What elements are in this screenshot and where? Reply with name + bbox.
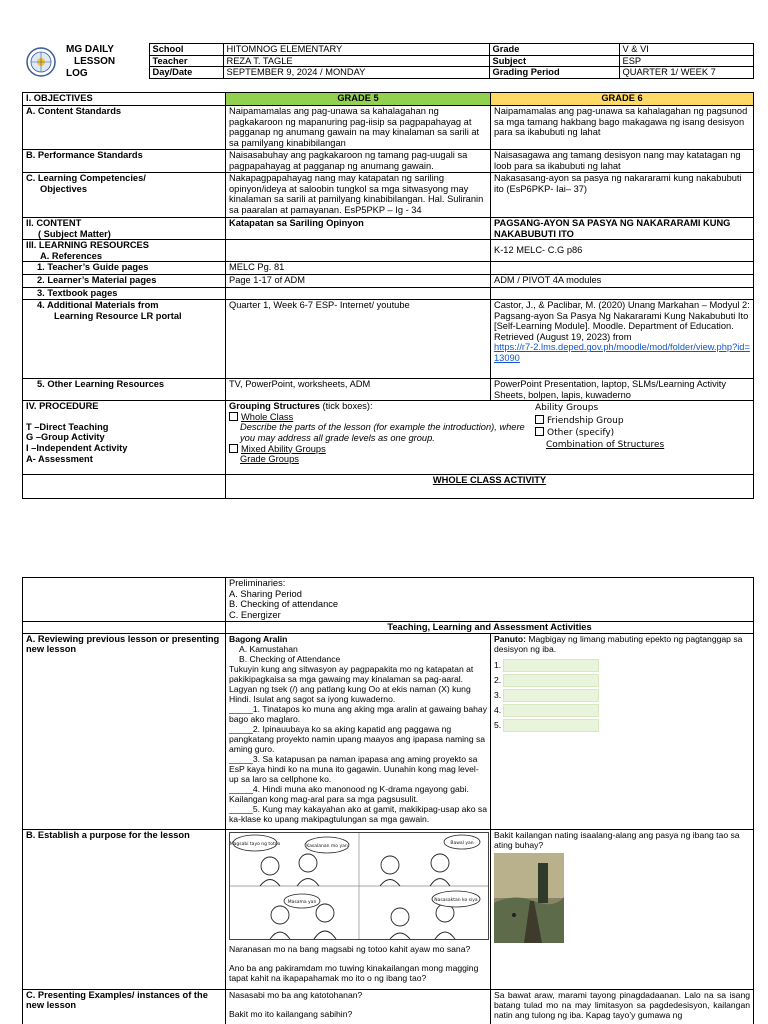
competencies-g5: Nakapagpapahayag nang may katapatan ng sariling opinyon/ideya at saloobin tungkol sa mga sitwasyong may kinalaman sa sarili at pamilyang kinabibilangan. Hal. Suliranin sa paaralan at pamayanan. EsP5PKP – Ig - 34	[226, 173, 491, 218]
bagong-aralin: Bagong Aralin	[229, 633, 288, 644]
children-cartoon-illustration	[229, 832, 489, 940]
panuto-text: Magbigay ng limang mabuting epekto ng pagtanggap sa desisyon ng iba.	[494, 633, 743, 654]
grade-groups-label: Grade Groups	[240, 454, 299, 465]
page-gap	[0, 530, 768, 570]
performance-standards-g6: Naisasagawa ang tamang desisyon nang may katatagan ng loob para sa ikabubuti ng lahat	[491, 150, 754, 173]
procedure-label	[23, 401, 226, 475]
presenting-g6: Sa bawat araw, marami tayong pinagdadaanan. Lalo na sa isang batang tulad mo na may limitasyon sa pagdedesisyon, kailangan natin ang tulong ng iba. Kapag tayo’y gumawa ng	[491, 989, 754, 1024]
answer-field-1[interactable]	[503, 659, 599, 672]
presenting-g5	[226, 989, 491, 1024]
learners-material-g6: ADM / PIVOT 4A modules	[491, 275, 754, 288]
additional-materials-line2: Learning Resource LR portal	[54, 310, 182, 321]
road-painting-image	[494, 853, 564, 943]
resources-label	[23, 240, 226, 262]
preliminaries-title: Preliminaries:	[229, 578, 286, 588]
content-label-line2: ( Subject Matter)	[38, 228, 111, 239]
bubble-text-4: Masama yan	[287, 899, 317, 905]
whole-class-activity-left	[23, 475, 226, 499]
purpose-g5	[226, 829, 491, 989]
pakiramdam-question: Ano ba ang pakiramdam mo tuwing kinakailangan mong magging tapat kahit na ikapapahamak mo ito o ng ibang tao?	[229, 962, 479, 983]
checking-attendance: B. Checking of attendance	[229, 599, 339, 610]
learning-resources-title: III. LEARNING RESOURCES	[26, 240, 149, 251]
other-resources-g5: TV, PowerPoint, worksheets, ADM	[226, 378, 491, 400]
review-item-2: _____2. Ipinauubaya ko sa aking kapatid ang paggawa ng pangkatang proyekto namin upang maayos ang ipapasa naming sa aming guro.	[229, 723, 486, 754]
friendship-checkbox[interactable]	[535, 415, 544, 424]
competencies-label-line1: C. Learning Competencies/	[26, 173, 146, 183]
legend-group-activity: G –Group Activity	[26, 432, 105, 443]
review-item-3: _____3. Sa katapusan pa naman ipapasa ang aming proyekto sa EsP kaya hindi ko na muna ito gagawin. Uunahin kong mag level-up sa laro sa cellphone ko.	[229, 753, 479, 784]
presenting-label: C. Presenting Examples/ instances of the new lesson	[23, 989, 226, 1024]
mixed-ability-label: Mixed Ability Groups	[241, 443, 326, 454]
school-value: HITOMNOG ELEMENTARY	[223, 44, 489, 56]
answer-number-1: 1.	[494, 660, 502, 671]
tla-header: Teaching, Learning and Assessment Activities	[226, 622, 754, 634]
legend-direct-teaching: T –Direct Teaching	[26, 421, 109, 432]
checking-of-attendance: B. Checking of Attendance	[239, 653, 341, 664]
other-specify-label: Other (specify)	[547, 428, 615, 439]
legend-assessment: A- Assessment	[26, 453, 93, 464]
tla-left	[23, 622, 226, 634]
grading-period-value: QUARTER 1/ WEEK 7	[619, 67, 753, 79]
combination-label: Combination of Structures	[546, 439, 665, 450]
subject-value: ESP	[619, 55, 753, 67]
content-g5: Katapatan sa Sariling Opinyon	[226, 218, 491, 240]
moodle-link[interactable]: https://r7-2.lms.deped.gov.ph/moodle/mod/folder/view.php?id=13090	[494, 342, 750, 363]
textbook-g5	[226, 288, 491, 300]
performance-standards-g5: Naisasabuhay ang pagkakaroon ng tamang pag-uugali sa pagpapahayag at pagganap ng anumang gawain.	[226, 150, 491, 173]
answer-field-4[interactable]	[503, 704, 599, 717]
purpose-label: B. Establish a purpose for the lesson	[23, 829, 226, 989]
competencies-label-line2: Objectives	[40, 183, 88, 194]
references-g6	[491, 240, 754, 262]
subject-label: Subject	[489, 55, 619, 67]
deped-seal-logo	[26, 47, 56, 77]
bubble-text-2: Kasalanan mo yan	[306, 843, 348, 849]
content-label	[23, 218, 226, 240]
grouping-structures-suffix: (tick boxes):	[319, 401, 373, 412]
preliminaries-cell	[226, 578, 754, 622]
answer-field-2[interactable]	[503, 674, 599, 687]
teacher-label: Teacher	[149, 55, 223, 67]
mixed-ability-checkbox[interactable]	[229, 444, 238, 453]
review-g5	[226, 633, 491, 829]
additional-materials-g6	[491, 299, 754, 378]
additional-materials-label	[23, 299, 226, 378]
teacher-value: REZA T. TAGLE	[223, 55, 489, 67]
review-item-1: _____1. Tinatapos ko muna ang aking mga aralin at gawaing bahay bago ako maglaro.	[229, 703, 487, 724]
other-checkbox[interactable]	[535, 427, 544, 436]
review-item-4: _____4. Hindi muna ako manonood ng K-drama ngayong gabi. Kailangan kong mag-aral para sa mga pagsusulit.	[229, 783, 469, 804]
answer-number-3: 3.	[494, 690, 502, 701]
whole-class-activity-cell	[226, 475, 754, 499]
teachers-guide-label: 1. Teacher’s Guide pages	[23, 262, 226, 275]
answer-row-1	[494, 658, 750, 673]
lesson-log-table	[22, 92, 754, 499]
sharing-period: A. Sharing Period	[229, 588, 302, 599]
review-item-5: _____5. Kung may kakayahan ako at gamit, makikipag-usap ako sa ka-klase ko upang makipagtulungan sa mga gawain.	[229, 803, 487, 824]
title-line1: MG DAILY	[66, 43, 114, 55]
grade-label: Grade	[489, 44, 619, 56]
nasasabi-question: Nasasabi mo ba ang katotohanan?	[229, 989, 363, 1000]
review-label: A. Reviewing previous lesson or presenting new lesson	[23, 633, 226, 829]
additional-materials-line1: 4. Additional Materials from	[37, 299, 159, 310]
references-label: A. References	[40, 250, 103, 261]
answer-field-3[interactable]	[503, 689, 599, 702]
whole-class-activity-title: WHOLE CLASS ACTIVITY	[432, 475, 547, 486]
review-g6	[491, 633, 754, 829]
other-resources-label: 5. Other Learning Resources	[23, 378, 226, 400]
school-label: School	[149, 44, 223, 56]
answer-row-2	[494, 673, 750, 688]
grade5-header: GRADE 5	[226, 93, 491, 106]
title-line2: LESSON	[74, 55, 116, 67]
content-standards-label: A. Content Standards	[23, 106, 226, 150]
learners-material-g5: Page 1-17 of ADM	[226, 275, 491, 288]
purpose-g6	[491, 829, 754, 989]
grade6-header: GRADE 6	[491, 93, 754, 106]
friendship-label: Friendship Group	[547, 415, 624, 426]
bubble-text-3: Bawal yan	[450, 840, 474, 846]
answer-number-4: 4.	[494, 705, 502, 716]
competencies-label	[23, 173, 226, 218]
grouping-structures-cell	[226, 401, 754, 475]
grouping-structures-title: Grouping Structures	[229, 401, 320, 412]
activities-table	[22, 577, 754, 1024]
answer-number-5: 5.	[494, 720, 502, 731]
ability-groups-label: Ability Groups	[535, 403, 599, 414]
content-standards-g5: Naipamamalas ang pag-unawa sa kahalagahan ng pagkakaroon ng mapanuring pag-iisip sa pagpapahayag at pagganap ng anumang gawain na may kinalaman sa sarili at sa pamilyang kinabibilangan	[226, 106, 491, 150]
page-two	[0, 570, 768, 1024]
other-resources-g6: PowerPoint Presentation, laptop, SLMs/Learning Activity Sheets, bolpen, lapis, kuwaderno	[491, 378, 754, 400]
content-label-line1: II. CONTENT	[26, 218, 82, 228]
grade-value: V & VI	[619, 44, 753, 56]
answer-row-4	[494, 703, 750, 718]
grading-period-label: Grading Period	[489, 67, 619, 79]
content-g6: PAGSANG-AYON SA PASYA NG NAKARARAMI KUNG NAKABUBUTI ITO	[491, 218, 754, 240]
answer-number-2: 2.	[494, 675, 502, 686]
performance-standards-label: B. Performance Standards	[23, 150, 226, 173]
grouping-description: Describe the parts of the lesson (for example the introduction), where you may address all grade levels as one group.	[240, 422, 525, 443]
references-g5	[226, 240, 491, 262]
bubble-text-1: Magsabi tayo ng totoo	[229, 841, 281, 847]
answer-field-5[interactable]	[503, 719, 599, 732]
textbook-label: 3. Textbook pages	[23, 288, 226, 300]
objectives-label: I. OBJECTIVES	[23, 93, 226, 106]
legend-independent-activity: I –Independent Activity	[26, 442, 128, 453]
procedure-title: IV. PROCEDURE	[26, 401, 99, 412]
teachers-guide-g6	[491, 262, 754, 275]
additional-materials-g6-citation: Castor, J., & Paclibar, M. (2020) Unang Markahan – Modyul 2: Pagsang-ayon Sa Pasya Ng Nakararami Kung Nakabubuti Ito [Self-Learning Module]. Moodle. Department of Education. Retrieved (August 19, 2023) from	[494, 299, 750, 342]
references-g6-text: K-12 MELC- C.G p86	[494, 245, 583, 256]
learners-material-label: 2. Learner’s Material pages	[23, 275, 226, 288]
answer-row-5	[494, 718, 750, 733]
title-line3: LOG	[66, 67, 88, 79]
whole-class-checkbox[interactable]	[229, 412, 238, 421]
content-standards-g6: Naipamamalas ang pag-unawa sa kahalagahan ng pagsunod sa mga tamang hakbang bago makagawa ng isang desisyon para sa ikabubuti ng lahat	[491, 106, 754, 150]
teachers-guide-g5: MELC Pg. 81	[226, 262, 491, 275]
bakit-sabihin-question: Bakit mo ito kailangang sabihin?	[229, 1008, 353, 1019]
daydate-label: Day/Date	[149, 67, 223, 79]
bubble-text-5: Nasasaktan ko siya	[434, 897, 478, 903]
bakit-question: Bakit kailangan nating isaalang-alang ang pasya ng ibang tao sa ating buhay?	[494, 829, 740, 850]
whole-class-label: Whole Class	[241, 411, 294, 422]
additional-materials-g5: Quarter 1, Week 6-7 ESP- Internet/ youtube	[226, 299, 491, 378]
naranasan-question: Naranasan mo na bang magsabi ng totoo kahit ayaw mo sana?	[229, 943, 471, 954]
kamustahan: A. Kamustahan	[239, 643, 298, 654]
answer-row-3	[494, 688, 750, 703]
logo-title-cell	[22, 44, 149, 79]
competencies-g6: Nakasasang-ayon sa pasya ng nakararami kung nakabubuti ito (EsP6PKP- Iai– 37)	[491, 173, 754, 218]
panuto-label: Panuto:	[494, 633, 526, 644]
header-table	[22, 43, 754, 79]
preliminaries-left	[23, 578, 226, 622]
daydate-value: SEPTEMBER 9, 2024 / MONDAY	[223, 67, 489, 79]
review-instructions: Tukuyin kung ang sitwasyon ay pagpapakita mo ng katapatan at pakikipagkaisa sa mga gawaing may kinalaman sa pag-aaral. Lagyan ng tsek (/) ang patlang kung Oo at ekis naman (X) kung Hindi. Isulat ang sagot sa iyong kuwaderno.	[229, 663, 474, 704]
energizer: C. Energizer	[229, 609, 281, 620]
textbook-g6	[491, 288, 754, 300]
